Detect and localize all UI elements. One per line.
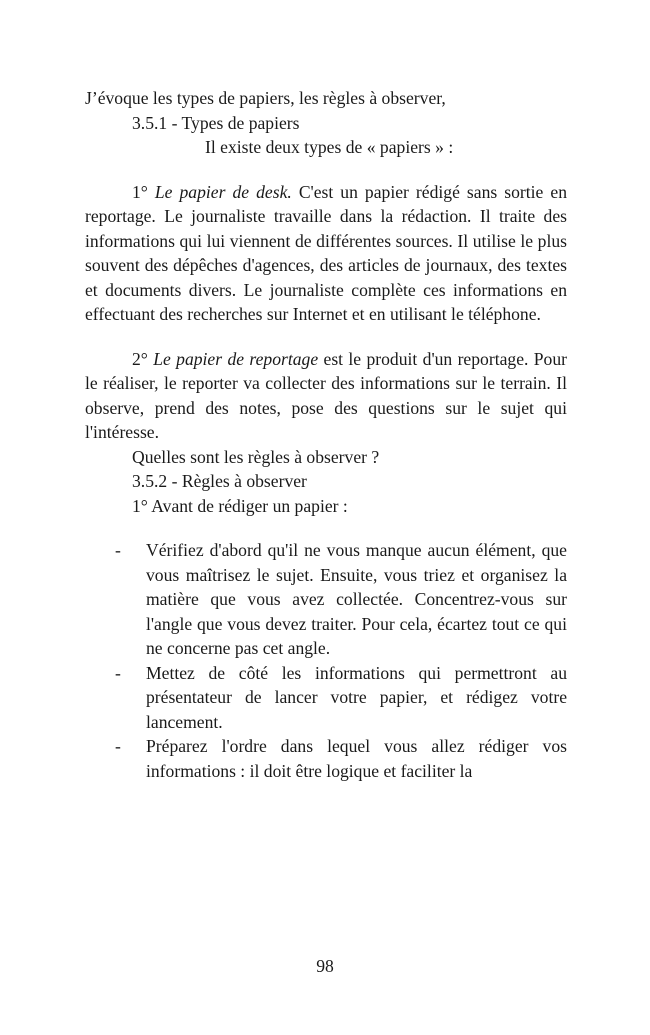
page-number: 98 [316,956,334,976]
page-body [85,86,567,783]
intro-line: J’évoque les types de papiers, les règles à observer, [85,88,446,108]
section-heading-types: 3.5.1 - Types de papiers [132,112,300,133]
dash-bullet: - [115,540,121,560]
paragraph-reportage-number: 2° [132,348,154,369]
paragraph-reportage-body: est le produit d'un reportage. Pour le réaliser, le reporter va collecter des informations sur le terrain. Il observe, prend des notes, pose des questions sur le sujet qui l'intéresse. [85,348,567,442]
rules-list [85,538,567,783]
list-item [85,734,567,783]
rules-question: Quelles sont les règles à observer ? [132,446,380,467]
before-writing-line: 1° Avant de rédiger un papier : [132,495,348,516]
paragraph-reportage [85,347,567,445]
paragraph-desk-number: 1° [132,181,155,202]
dash-bullet: - [115,662,121,683]
list-item-text: Vérifiez d'abord qu'il ne vous manque aucun élément, que vous maîtrisez le sujet. Ensuite, vous triez et organisez la matière que vous avez collectée. Concentrez-vous sur l'angle que vous devez traiter. Pour cela, écartez tout ce qui ne concerne pas cet angle. [146,540,567,658]
list-item-text: Préparez l'ordre dans lequel vous allez rédiger vos informations : il doit être logique et faciliter la [146,736,567,781]
paragraph-desk [85,180,567,327]
paragraph-desk-title: Le papier de desk. [154,181,292,202]
list-item [85,538,567,661]
list-item [85,661,567,735]
paragraph-reportage-title: Le papier de reportage [153,348,319,369]
dash-bullet: - [115,736,121,756]
section-heading-rules: 3.5.2 - Règles à observer [132,471,307,491]
paragraph-desk-body: C'est un papier rédigé sans sortie en reportage. Le journaliste travaille dans la rédaction. Il traite des informations qui lui viennent de différentes sources. Il utilise le plus souvent des dépêches d'agences, des articles de journaux, des textes et documents divers. Le journaliste complète ces informations en effectuant des recherches sur Internet et en utilisant le téléphone. [85,181,567,324]
two-types-line: Il existe deux types de « papiers » : [205,137,454,157]
list-item-text: Mettez de côté les informations qui permettront au présentateur de lancer votre papier, et rédigez votre lancement. [146,662,567,732]
